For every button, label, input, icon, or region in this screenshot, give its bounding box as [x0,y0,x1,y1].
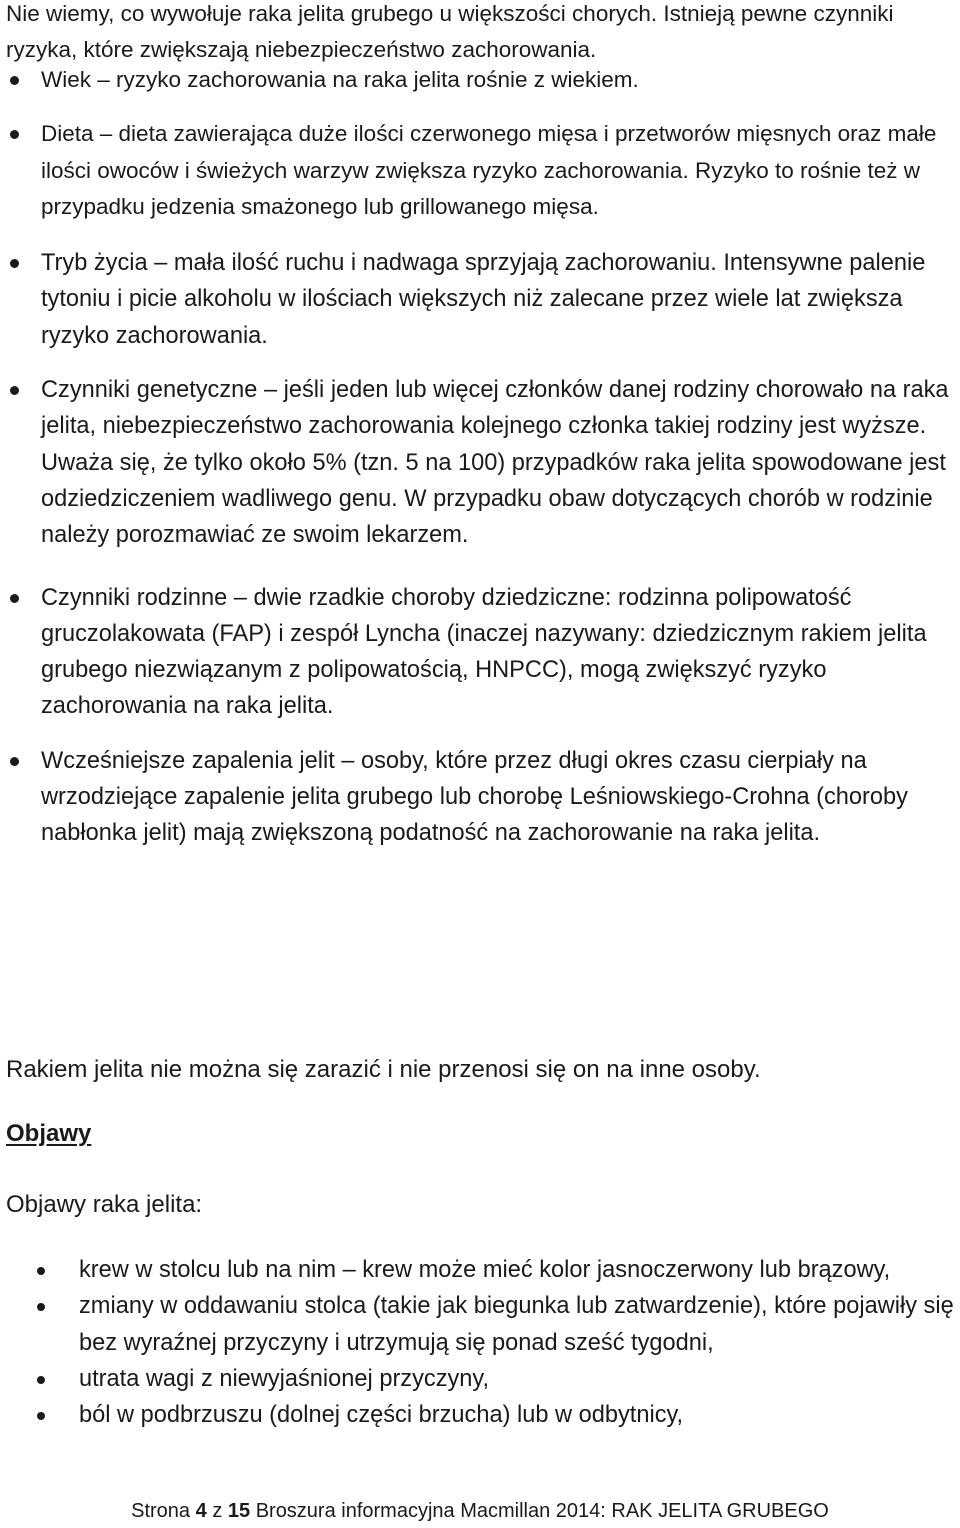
bullet-icon [10,76,19,85]
footer-prefix: Strona [131,1500,191,1522]
risk-factor-text: Dieta – dieta zawierająca duże ilości czerwonego mięsa i przetworów mięsnych oraz małe ilości owoców i świeżych warzyw zwiększa ryzyko zachorowania. Ryzyko to rośnie też w przypadku jedzenia smażonego lub grillowanego mięsa. [41,121,937,219]
closing-paragraph: Rakiem jelita nie można się zarazić i nie przenosi się on na inne osoby. [6,1056,761,1083]
list-item [0,116,960,225]
risk-factor-text: Wcześniejsze zapalenia jelit – osoby, które przez długi okres czasu cierpiały na wrzodziejące zapalenie jelita grubego lub chorobę Leśniowskiego-Crohna (choroby nabłonka jelit) mają zwiększoną podatność na zachorowanie na raka jelita. [41,747,908,847]
page-footer [0,1497,960,1525]
symptom-text: utrata wagi z niewyjaśnionej przyczyny, [79,1365,490,1392]
bullet-icon [37,1376,45,1384]
page-total: 15 [227,1500,251,1522]
footer-title: Broszura informacyjna Macmillan 2014: RAK JELITA GRUBEGO [255,1500,829,1522]
page-number: 4 [195,1500,207,1522]
list-item [0,245,960,354]
risk-factor-text: Wiek – ryzyko zachorowania na raka jelita rośnie z wiekiem. [41,67,639,92]
list-item [0,743,960,852]
bullet-icon [10,594,19,603]
section-heading: Objawy [6,1120,92,1147]
symptoms-intro: Objawy raka jelita: [6,1191,203,1218]
list-item [0,1288,960,1361]
intro-paragraph: Nie wiemy, co wywołuje raka jelita grubego u większości chorych. Istnieją pewne czynniki ryzyka, które zwiększają niebezpieczeństwo zachorowania. [6,1,894,62]
symptom-list [0,1252,960,1433]
risk-factor-text: Czynniki genetyczne – jeśli jeden lub więcej członków danej rodziny chorowało na raka jelita, niebezpieczeństwo zachorowania kolejnego członka takiej rodziny jest wyższe. Uważa się, że tylko około 5% (tzn. 5 na 100) przypadków raka jelita spowodowane jest odziedziczeniem wadliwego genu. W przypadku obaw dotyczących chorób w rodzinie należy porozmawiać ze swoim lekarzem. [41,377,949,549]
bullet-icon [10,386,19,395]
bullet-icon [37,1267,45,1275]
list-item [0,1397,960,1433]
list-item [0,1252,960,1288]
risk-factor-list [0,62,960,852]
symptom-text: zmiany w oddawaniu stolca (takie jak biegunka lub zatwardzenie), które pojawiły się bez wyraźnej przyczyny i utrzymują się ponad sześć tygodni, [79,1293,954,1356]
bullet-icon [10,757,19,766]
bullet-icon [37,1412,45,1420]
symptom-text: ból w podbrzuszu (dolnej części brzucha) lub w odbytnicy, [79,1402,684,1429]
footer-of: z [212,1500,223,1522]
list-item [0,1361,960,1397]
bullet-icon [10,130,19,139]
risk-factor-text: Czynniki rodzinne – dwie rzadkie choroby dziedziczne: rodzinna polipowatość gruczolakowata (FAP) i zespół Lyncha (inaczej nazywany: dziedzicznym rakiem jelita grubego niezwiązanym z polipowatością, HNPCC), mogą zwiększyć ryzyko zachorowania na raka jelita. [41,584,927,720]
symptom-text: krew w stolcu lub na nim – krew może mieć kolor jasnoczerwony lub brązowy, [79,1257,891,1283]
bullet-icon [10,259,19,268]
list-item [0,62,960,98]
list-item [0,580,960,725]
risk-factor-text: Tryb życia – mała ilość ruchu i nadwaga sprzyjają zachorowaniu. Intensywne palenie tytoniu i picie alkoholu w ilościach większych niż zalecane przez wiele lat zwiększa ryzyko zachorowania. [41,250,926,349]
list-item [0,372,960,553]
bullet-icon [37,1303,45,1311]
